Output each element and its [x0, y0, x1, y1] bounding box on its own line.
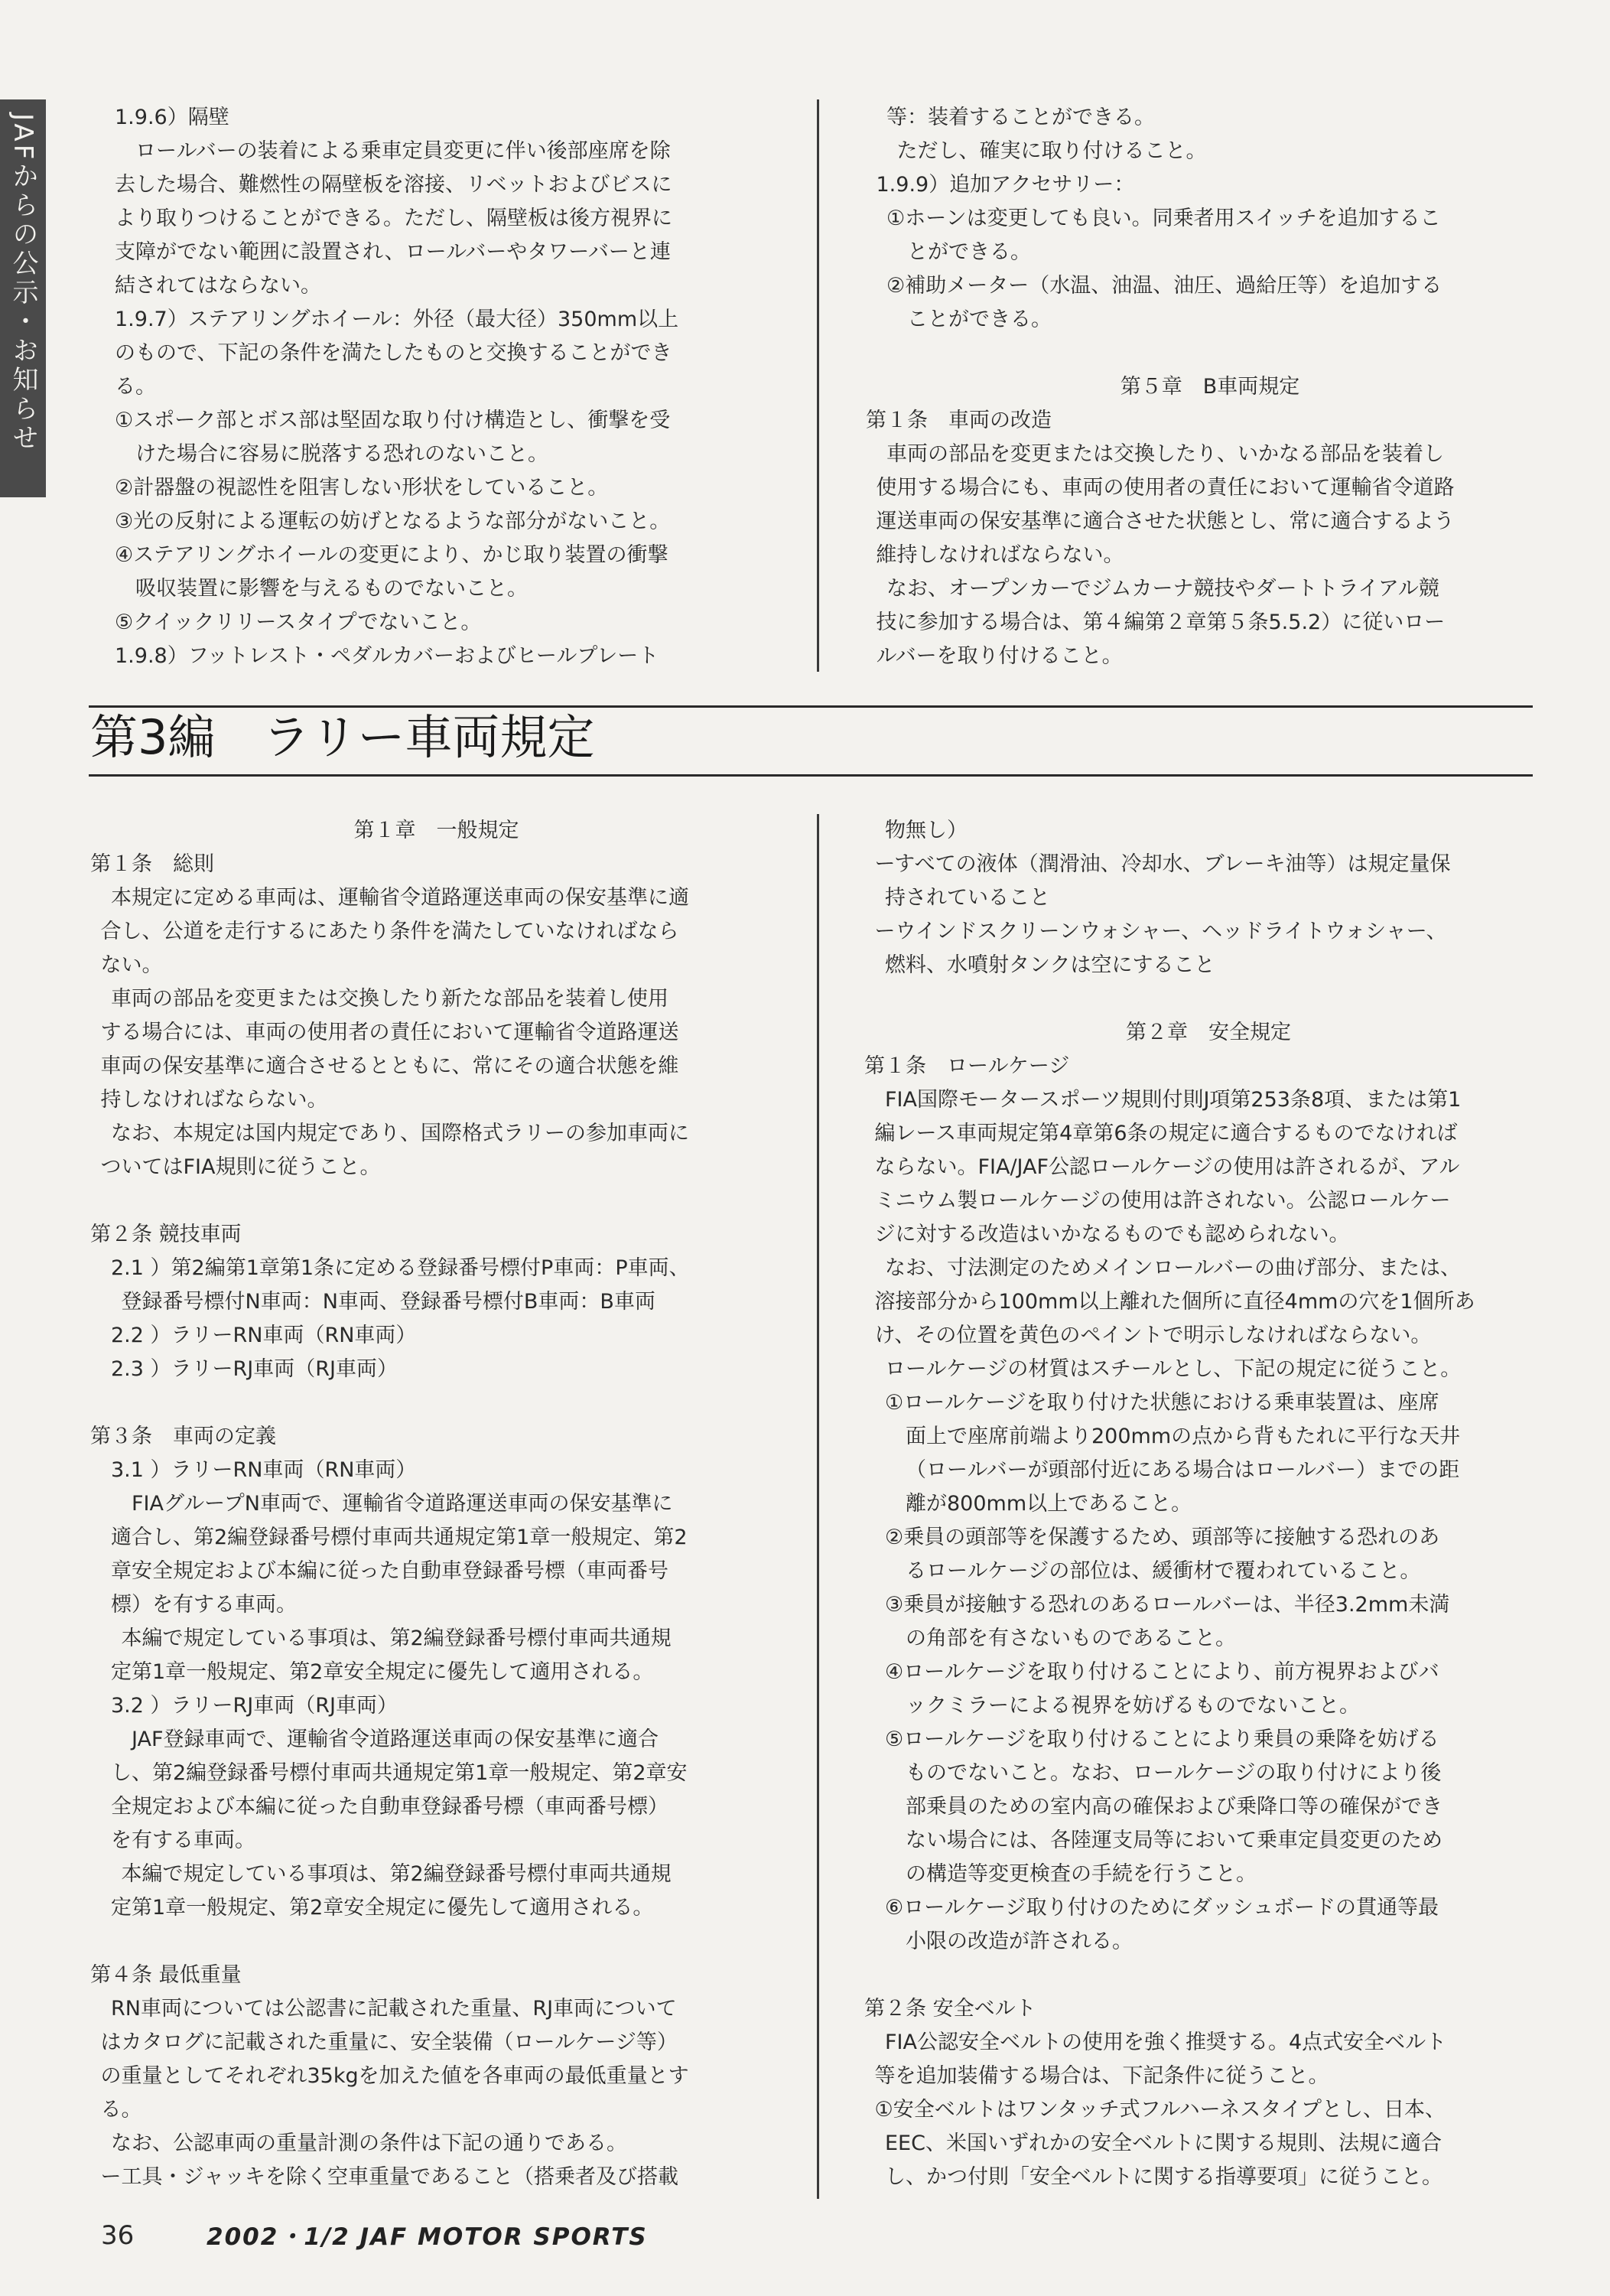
text-line: 全規定および本編に従った自動車登録番号標（車両番号標）: [111, 1795, 668, 1819]
text-line: なお、公認車両の重量計測の条件は下記の通りである。: [111, 2132, 627, 2155]
text-line: るロールケージの部位は、緩衝材で覆われていること。: [906, 1559, 1421, 1583]
text-line: より取りつけることができる。ただし、隔壁板は後方視界に: [115, 207, 672, 230]
text-line: け、その位置を黄色のペイントで明示しなければならない。: [874, 1324, 1432, 1347]
text-line: 本規定に定める車両は、運輸省令道路運送車両の保安基準に適: [111, 886, 689, 910]
top-right-column: [866, 101, 1554, 673]
text-line: 面上で座席前端より200mmの点から背もたれに平行な天井: [906, 1425, 1461, 1448]
text-line: ⑤ロールケージを取り付けることにより乗員の乗降を妨げる: [885, 1728, 1439, 1751]
text-line: ー工具・ジャッキを除く空車重量であること（搭乗者及び搭載: [100, 2165, 678, 2189]
text-line: 第１条 車両の改造: [866, 409, 1052, 432]
text-line: 技に参加する場合は、第４編第２章第５条5.5.2）に従いロー: [876, 611, 1446, 634]
text-line: ーすべての液体（潤滑油、冷却水、ブレーキ油等）は規定量保: [874, 852, 1451, 876]
text-line: 1.9.8）フットレスト・ペダルカバーおよびヒールプレート: [115, 644, 659, 668]
text-line: 車両の部品を変更または交換したり新たな部品を装着し使用: [111, 987, 668, 1011]
text-line: 本編で規定している事項は、第2編登録番号標付車両共通規: [121, 1627, 672, 1650]
text-line: 第１章 一般規定: [353, 819, 519, 842]
text-line: ③光の反射による運転の妨げとなるような部分がないこと。: [115, 510, 671, 533]
text-line: のもので、下記の条件を満たしたものと交換することができ: [115, 341, 672, 365]
text-line: 第２章 安全規定: [1126, 1021, 1291, 1044]
text-line: RN車両については公認書に記載された重量、RJ車両について: [111, 1997, 677, 2021]
text-line: 合し、公道を走行するにあたり条件を満たしていなければなら: [100, 920, 679, 943]
text-line: 去した場合、難燃性の隔壁板を溶接、リベットおよびビスに: [115, 173, 672, 197]
text-line: ②補助メーター（水温、油温、油圧、過給圧等）を追加する: [886, 274, 1442, 298]
text-line: 定第1章一般規定、第2章安全規定に優先して適用される。: [111, 1660, 654, 1684]
top-column-divider: [817, 99, 819, 672]
text-line: ックミラーによる視界を妨げるものでないこと。: [906, 1694, 1360, 1718]
text-line: 1.9.9）追加アクセサリー：: [876, 173, 1135, 197]
text-line: ならない。FIA/JAF公認ロールケージの使用は許されるが、アル: [874, 1155, 1460, 1179]
text-line: 等を追加装備する場合は、下記条件に従うこと。: [874, 2064, 1329, 2088]
text-line: 持しなければならない。: [100, 1088, 328, 1112]
bottom-left-column: [90, 814, 782, 2194]
text-line: ついてはFIA規則に従うこと。: [100, 1155, 381, 1179]
text-line: ジに対する改造はいかなるものでも認められない。: [874, 1223, 1350, 1246]
bottom-column-divider: [817, 814, 819, 2199]
text-line: ①ホーンは変更しても良い。同乗者用スイッチを追加するこ: [886, 207, 1441, 230]
text-line: なお、オープンカーでジムカーナ競技やダートトライアル競: [886, 577, 1439, 601]
blank-line: [866, 337, 1554, 370]
text-line: 章安全規定および本編に従った自動車登録番号標（車両番号: [111, 1559, 668, 1583]
text-line: なお、寸法測定のためメインロールバーの曲げ部分、または、: [885, 1256, 1462, 1280]
text-line: 登録番号標付N車両：N車両、登録番号標付B車両：B車両: [121, 1290, 655, 1314]
text-line: 第１条 総則: [90, 852, 214, 876]
text-line: ただし、確実に取り付けること。: [896, 139, 1207, 163]
text-line: とができる。: [907, 240, 1031, 264]
text-line: ルバーを取り付けること。: [876, 644, 1123, 668]
blank-line: [864, 982, 1553, 1016]
text-line: 定第1章一般規定、第2章安全規定に優先して適用される。: [111, 1896, 654, 1920]
text-line: 車両の保安基準に適合させるとともに、常にその適合状態を維: [100, 1054, 679, 1078]
text-line: ①安全ベルトはワンタッチ式フルハーネスタイプとし、日本、: [874, 2098, 1446, 2122]
page-number: 36: [101, 2220, 135, 2251]
text-line: 3.2 ）ラリーRJ車両（RJ車両）: [111, 1694, 398, 1718]
blank-line: [90, 1925, 782, 1959]
text-line: ④ロールケージを取り付けることにより、前方視界およびバ: [885, 1660, 1439, 1684]
part-title: 第3編 ラリー車両規定: [90, 709, 595, 765]
text-line: ②乗員の頭部等を保護するため、頭部等に接触する恐れのあ: [885, 1526, 1440, 1549]
section-side-tab: [0, 99, 46, 497]
text-line: 離が800mm以上であること。: [906, 1492, 1192, 1516]
text-line: FIA国際モータースポーツ規則付則J項第253条8項、または第1: [885, 1088, 1462, 1112]
text-line: 第３条 車両の定義: [90, 1425, 276, 1448]
text-line: 2.1 ）第2編第1章第1条に定める登録番号標付P車両：P車両、: [111, 1256, 690, 1280]
text-line: 溶接部分から100mm以上離れた個所に直径4mmの穴を1個所あ: [874, 1290, 1475, 1314]
text-line: 小限の改造が許される。: [906, 1930, 1133, 1953]
text-line: 適合し、第2編登録番号標付車両共通規定第1章一般規定、第2: [111, 1526, 688, 1549]
text-line: ロールバーの装着による乗車定員変更に伴い後部座席を除: [135, 139, 671, 163]
text-line: ことができる。: [907, 308, 1052, 331]
text-line: 第２条 競技車両: [90, 1223, 242, 1246]
text-line: 編レース車両規定第4章第6条の規定に適合するものでなければ: [874, 1122, 1458, 1145]
text-line: 車両の部品を変更または交換したり、いかなる部品を装着し: [886, 442, 1444, 466]
text-line: 物無し）: [885, 819, 968, 842]
part-title-rule-bottom: [89, 774, 1533, 777]
text-line: ②計器盤の視認性を阻害しない形状をしていること。: [115, 476, 609, 500]
text-line: 標）を有する車両。: [111, 1593, 297, 1617]
text-line: 本編で規定している事項は、第2編登録番号標付車両共通規: [121, 1862, 672, 1886]
blank-line: [864, 1959, 1553, 1992]
text-line: ⑥ロールケージ取り付けのためにダッシュボードの貫通等最: [885, 1896, 1439, 1920]
text-line: ロールケージの材質はスチールとし、下記の規定に従うこと。: [885, 1357, 1462, 1381]
text-line: ③乗員が接触する恐れのあるロールバーは、半径3.2mm未満: [885, 1593, 1450, 1617]
side-tab-label: JAFからの公示・お知らせ: [8, 113, 38, 454]
text-line: 2.3 ）ラリーRJ車両（RJ車両）: [111, 1357, 398, 1381]
text-line: 燃料、水噴射タンクは空にすること: [885, 953, 1215, 977]
text-line: はカタログに記載された重量に、安全装備（ロールケージ等）: [100, 2031, 678, 2054]
text-line: ーウインドスクリーンウォシャー、ヘッドライトウォシャー、: [874, 920, 1447, 943]
text-line: ミニウム製ロールケージの使用は許されない。公認ロールケー: [874, 1189, 1451, 1213]
bottom-right-column: [864, 814, 1553, 2194]
text-line: FIA公認安全ベルトの使用を強く推奨する。4点式安全ベルト: [885, 2031, 1447, 2054]
text-line: 支障がでない範囲に設置され、ロールバーやタワーバーと連: [115, 240, 671, 264]
text-line: ④ステアリングホイールの変更により、かじ取り装置の衝撃: [115, 543, 668, 567]
text-line: の角部を有さないものであること。: [906, 1627, 1236, 1650]
text-line: 1.9.6）隔壁: [115, 106, 229, 129]
text-line: 第４条 最低重量: [90, 1963, 242, 1987]
text-line: 使用する場合にも、車両の使用者の責任において運輸省令道路: [876, 476, 1455, 500]
text-line: し、かつ付則「安全ベルトに関する指導要項」に従うこと。: [885, 2165, 1442, 2189]
text-line: 維持しなければならない。: [876, 543, 1124, 567]
text-line: （ロールバーが頭部付近にある場合はロールバー）までの距: [906, 1458, 1460, 1482]
blank-line: [90, 1184, 782, 1218]
text-line: 結されてはならない。: [115, 274, 321, 298]
text-line: なお、本規定は国内規定であり、国際格式ラリーの参加車両に: [111, 1122, 689, 1145]
text-line: 1.9.7）ステアリングホイール：外径（最大径）350mm以上: [115, 308, 679, 331]
text-line: JAF登録車両で、運輸省令道路運送車両の保安基準に適合: [132, 1728, 659, 1751]
text-line: 第２条 安全ベルト: [864, 1997, 1036, 2021]
text-line: EEC、米国いずれかの安全ベルトに関する規則、法規に適合: [885, 2132, 1442, 2155]
text-line: の重量としてそれぞれ35kgを加えた値を各車両の最低重量とす: [100, 2064, 689, 2088]
text-line: 部乗員のための室内高の確保および乗降口等の確保ができ: [906, 1795, 1442, 1819]
text-line: FIAグループN車両で、運輸省令道路運送車両の保安基準に: [132, 1492, 673, 1516]
text-line: し、第2編登録番号標付車両共通規定第1章一般規定、第2章安: [111, 1761, 688, 1785]
text-line: を有する車両。: [111, 1829, 255, 1852]
text-line: 等：装着することができる。: [886, 106, 1155, 129]
text-line: の構造等変更検査の手続を行うこと。: [906, 1862, 1257, 1886]
text-line: 運送車両の保安基準に適合させた状態とし、常に適合するよう: [876, 510, 1455, 533]
text-line: る。: [100, 2098, 142, 2122]
text-line: 3.1 ）ラリーRN車両（RN車両）: [111, 1458, 417, 1482]
top-left-column: [115, 101, 788, 673]
text-line: ⑤クイックリリースタイプでないこと。: [115, 611, 482, 634]
text-line: ①ロールケージを取り付けた状態における乗車装置は、座席: [885, 1391, 1439, 1415]
text-line: 持されていること: [885, 886, 1050, 910]
text-line: 吸収装置に影響を与えるものでないこと。: [135, 577, 528, 601]
text-line: ①スポーク部とボス部は堅固な取り付け構造とし、衝撃を受: [115, 409, 671, 432]
blank-line: [90, 1386, 782, 1420]
text-line: ものでないこと。なお、ロールケージの取り付けにより後: [906, 1761, 1442, 1785]
text-line: 第１条 ロールケージ: [864, 1054, 1070, 1078]
text-line: けた場合に容易に脱落する恐れのないこと。: [135, 442, 548, 466]
footer-brand: 2002・1/2 JAF MOTOR SPORTS: [207, 2223, 648, 2251]
text-line: する場合には、車両の使用者の責任において運輸省令道路運送: [100, 1021, 679, 1044]
text-line: ない場合には、各陸運支局等において乗車定員変更のため: [906, 1829, 1442, 1852]
text-line: 2.2 ）ラリーRN車両（RN車両）: [111, 1324, 417, 1347]
text-line: る。: [115, 375, 156, 399]
text-line: ない。: [100, 953, 163, 977]
text-line: 第５章 B車両規定: [1120, 375, 1300, 399]
